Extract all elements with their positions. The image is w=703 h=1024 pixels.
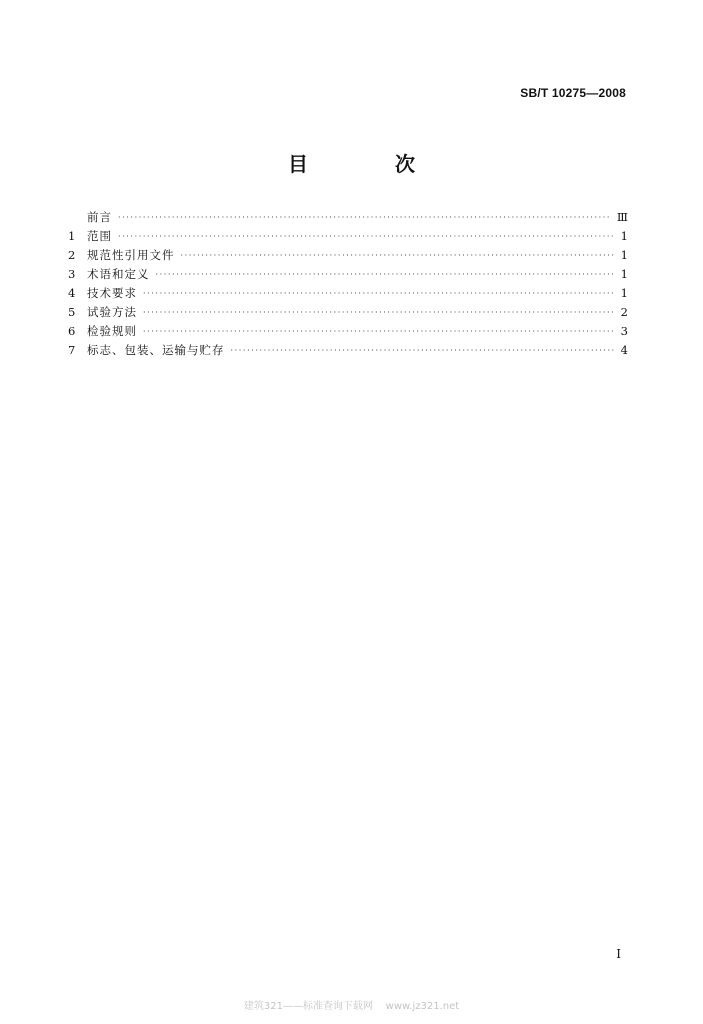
toc-entry-normative-references[interactable] (68, 246, 628, 265)
toc-entry-inspection-rules[interactable] (68, 322, 628, 341)
toc-entry-label: 术语和定义 (87, 267, 150, 281)
toc-entry-page: 4 (620, 343, 628, 357)
toc-entry-number: 2 (68, 248, 76, 262)
toc-leader-dots (231, 341, 615, 360)
toc-entry-label: 技术要求 (87, 286, 137, 300)
toc-entry-page: 1 (620, 229, 628, 243)
toc-entry-label: 规范性引用文件 (87, 248, 175, 262)
toc-entry-test-methods[interactable] (68, 303, 628, 322)
page-number: I (616, 947, 621, 961)
toc-entry-terms-definitions[interactable] (68, 265, 628, 284)
toc-entry-page: 1 (620, 286, 628, 300)
toc-entry-marking-packaging[interactable] (68, 341, 628, 360)
toc-entry-number: 5 (68, 305, 76, 319)
toc-leader-dots (181, 246, 615, 265)
watermark-text: 建筑321——标准查询下载网 www.jz321.net (243, 1001, 460, 1012)
toc-entry-page: 1 (620, 267, 628, 281)
toc-entry-page: Ⅲ (616, 210, 628, 224)
toc-entry-label: 试验方法 (87, 305, 137, 319)
toc-entry-number: 6 (68, 324, 76, 338)
toc-entry-number: 7 (68, 343, 76, 357)
toc-leader-dots (118, 208, 611, 227)
toc-entry-page: 2 (620, 305, 628, 319)
table-of-contents (68, 208, 628, 360)
toc-entry-technical-requirements[interactable] (68, 284, 628, 303)
toc-leader-dots (143, 303, 614, 322)
toc-entry-number: 3 (68, 267, 76, 281)
toc-entry-number: 1 (68, 229, 76, 243)
toc-leader-dots (156, 265, 615, 284)
toc-title: 目 次 (288, 152, 455, 176)
toc-entry-page: 3 (620, 324, 628, 338)
toc-entry-number: 4 (68, 286, 76, 300)
toc-entry-label: 检验规则 (87, 324, 137, 338)
toc-entry-page: 1 (620, 248, 628, 262)
standard-code: SB/T 10275—2008 (520, 86, 626, 100)
toc-leader-dots (118, 227, 614, 246)
toc-entry-scope[interactable] (68, 227, 628, 246)
toc-entry-label: 范围 (87, 229, 112, 243)
toc-entry-foreword[interactable] (68, 208, 628, 227)
toc-leader-dots (143, 322, 614, 341)
toc-entry-label: 前言 (87, 210, 112, 224)
toc-leader-dots (143, 284, 614, 303)
toc-entry-label: 标志、包装、运输与贮存 (87, 343, 225, 357)
